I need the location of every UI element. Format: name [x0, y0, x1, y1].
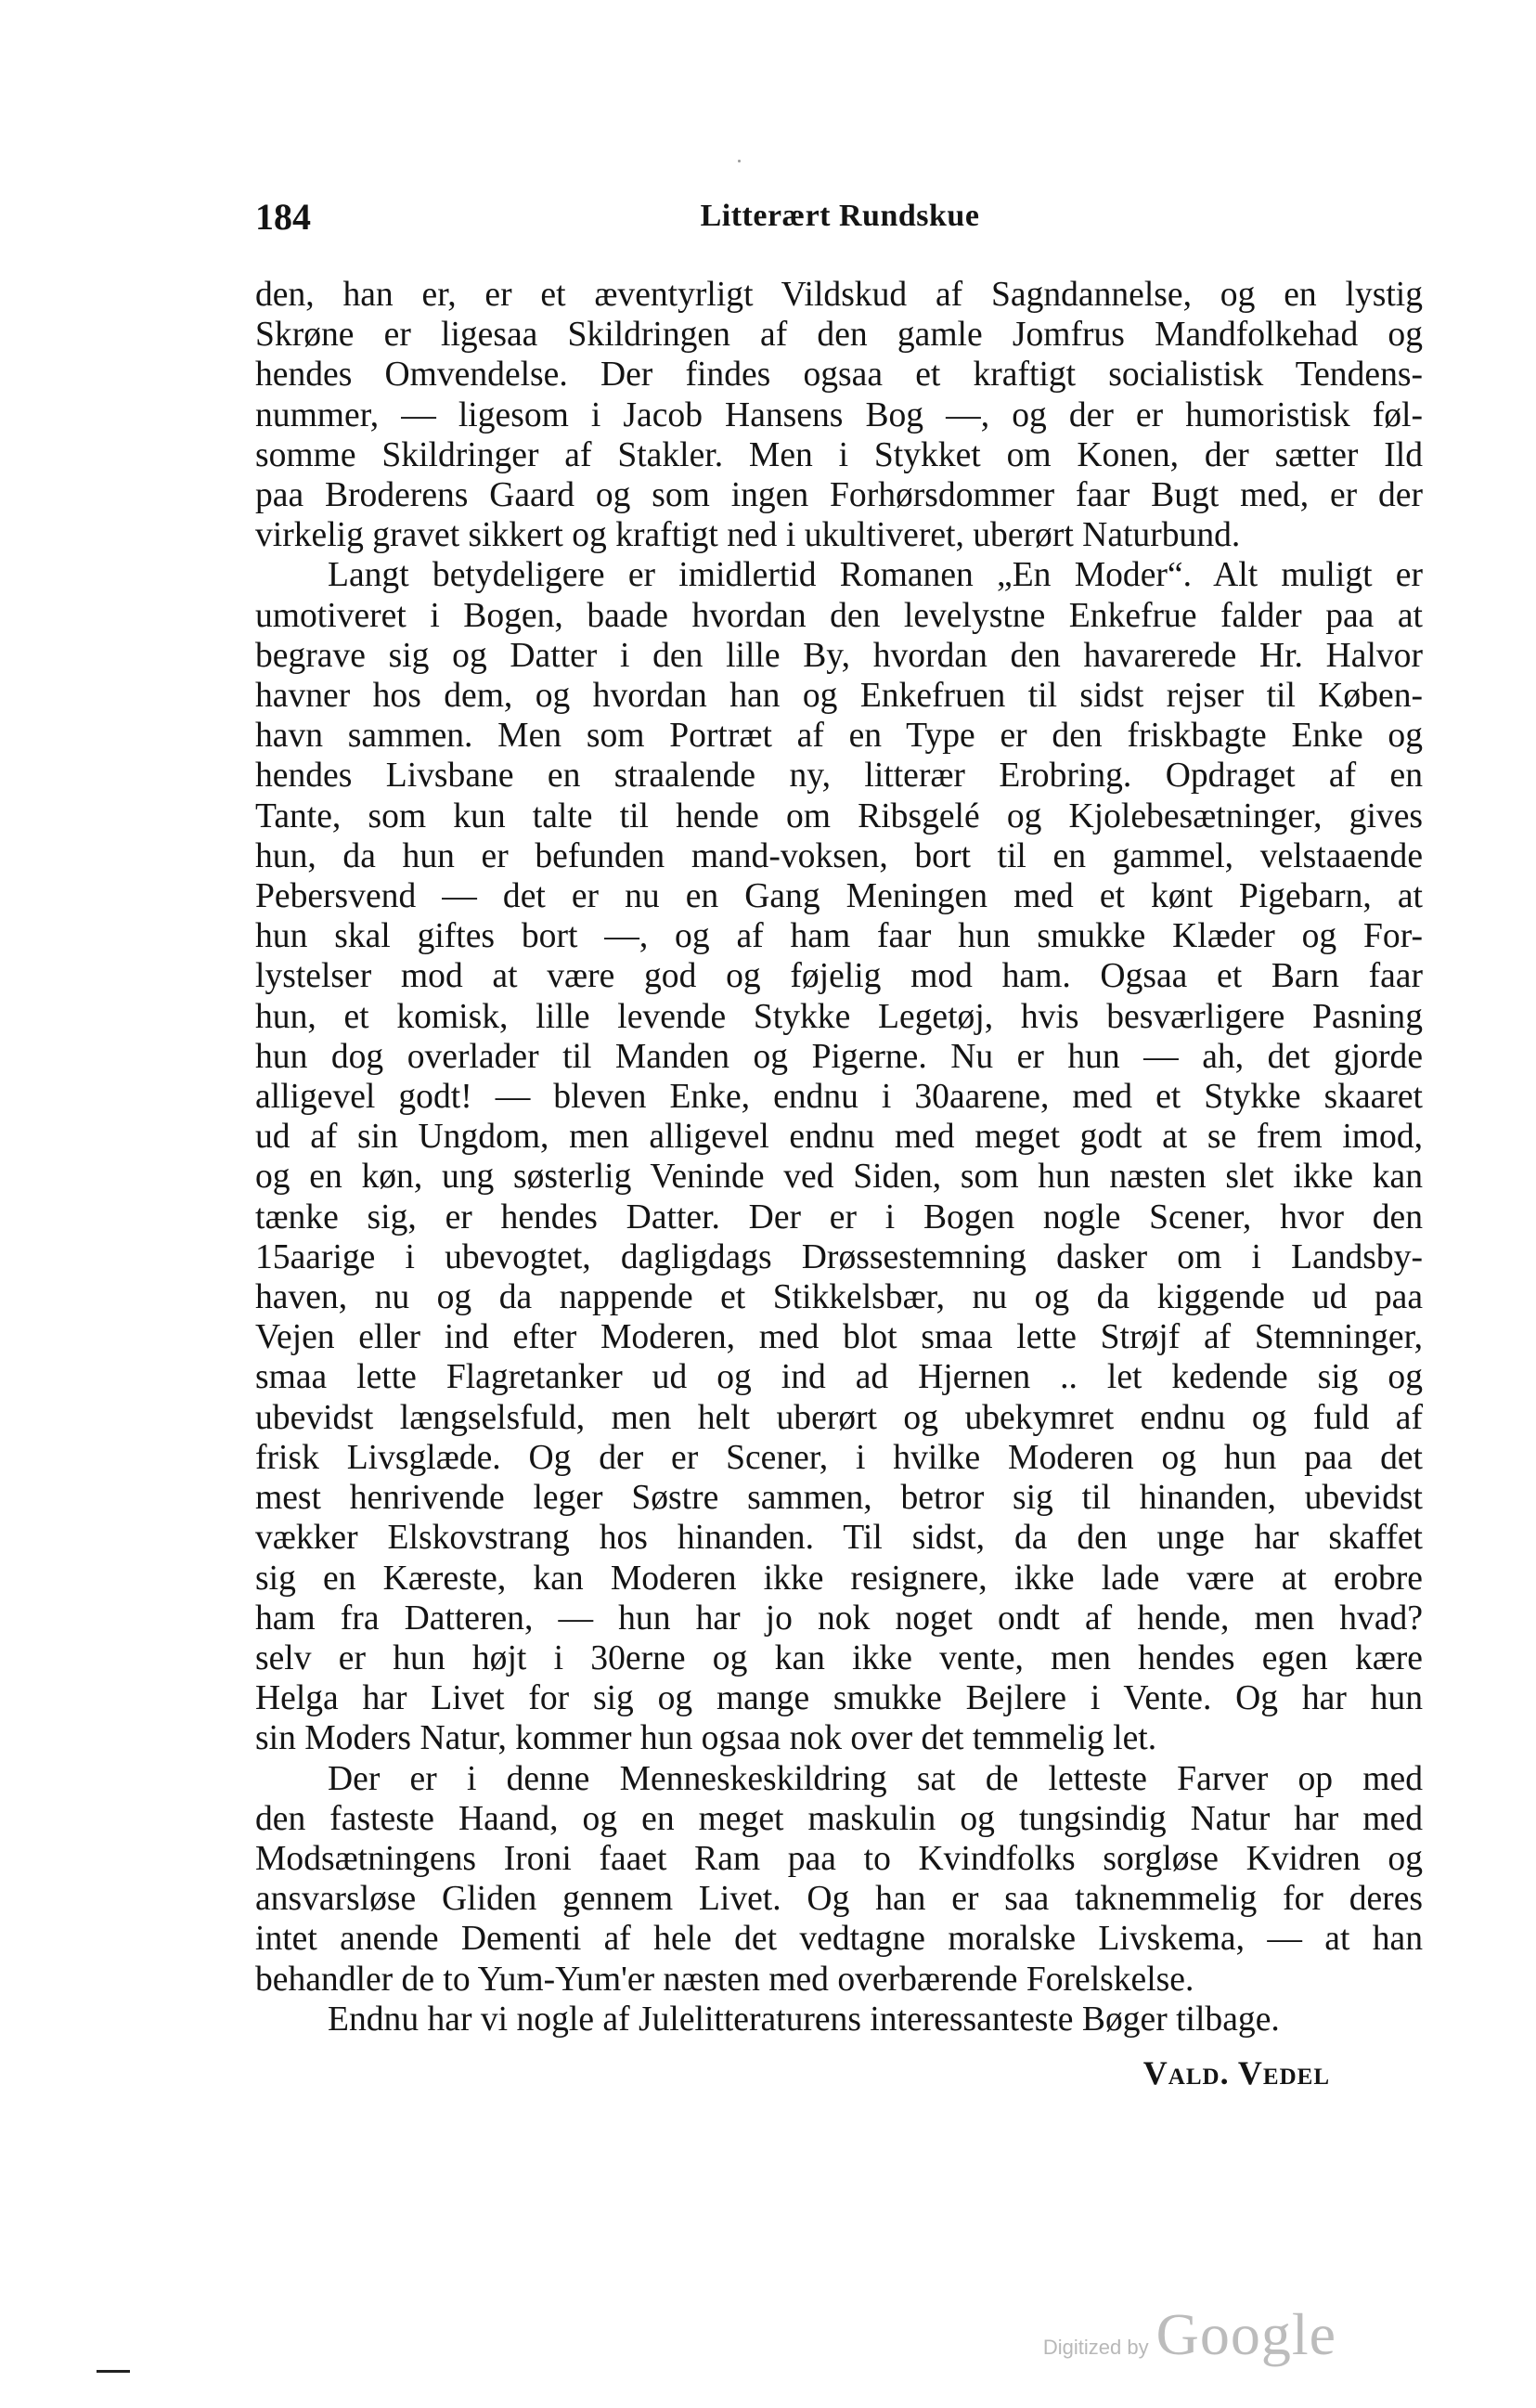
text-line: frisk Livsglæde. Og der er Scener, i hvilke Moderen og hun paa det: [255, 1438, 1423, 1477]
text-line: 15aarige i ubevogtet, dagligdags Drøssestemning dasker om i Landsby-: [255, 1237, 1423, 1276]
text-line: Pebersvend — det er nu en Gang Meningen med et kønt Pigebarn, at: [255, 877, 1423, 916]
text-line: sin Moders Natur, kommer hun ogsaa nok over det temmelig let.: [255, 1719, 1157, 1758]
text-line: intet anende Dementi af hele det vedtagne moralske Livskema, — at han: [255, 1920, 1423, 1959]
text-line: begrave sig og Datter i den lille By, hvordan den havarerede Hr. Halvor: [255, 636, 1423, 675]
text-line: ud af sin Ungdom, men alligevel endnu med meget godt at se frem imod,: [255, 1118, 1423, 1157]
text-line: Tante, som kun talte til hende om Ribsgelé og Kjolebesætninger, gives: [255, 796, 1423, 835]
text-line: ansvarsløse Gliden gennem Livet. Og han er saa taknemmelig for deres: [255, 1880, 1423, 1919]
margin-mark: [97, 2370, 130, 2373]
text-line: hun dog overlader til Manden og Pigerne. Nu er hun — ah, det gjorde: [255, 1037, 1423, 1076]
page-number: 184: [255, 196, 311, 238]
text-line: Skrøne er ligesaa Skildringen af den gamle Jomfrus Mandfolkehad og: [255, 316, 1423, 355]
body-text: [255, 275, 1423, 2039]
watermark-brand: Google: [1155, 2301, 1336, 2367]
text-line: lystelser mod at være god og føjelig mod ham. Ogsaa et Barn faar: [255, 957, 1423, 996]
text-line: hun, et komisk, lille levende Stykke Legetøj, hvis besværligere Pasning: [255, 997, 1423, 1036]
text-line: paa Broderens Gaard og som ingen Forhørsdommer faar Bugt med, er der: [255, 476, 1423, 515]
text-line: havner hos dem, og hvordan han og Enkefruen til sidst rejser til Køben-: [255, 677, 1423, 716]
text-line: sig en Kæreste, kan Moderen ikke resignere, ikke lade være at erobre: [255, 1559, 1423, 1598]
text-line: den fasteste Haand, og en meget maskulin og tungsindig Natur har med: [255, 1799, 1423, 1838]
text-line: somme Skildringer af Stakler. Men i Stykket om Konen, der sætter Ild: [255, 435, 1423, 474]
text-line: hun, da hun er befunden mand-voksen, bort til en gammel, velstaaende: [255, 836, 1423, 875]
text-line: ham fra Datteren, — hun har jo nok noget ondt af hende, men hvad?: [255, 1599, 1423, 1638]
text-line: vækker Elskovstrang hos hinanden. Til sidst, da den unge har skaffet: [255, 1519, 1423, 1558]
text-line: Der er i denne Menneskeskildring sat de letteste Farver op med: [328, 1759, 1423, 1798]
print-speck: [738, 160, 741, 162]
text-line: Modsætningens Ironi faaet Ram paa to Kvindfolks sorgløse Kvidren og: [255, 1839, 1423, 1878]
text-line: hendes Livsbane en straalende ny, litterær Erobring. Opdraget af en: [255, 757, 1423, 796]
text-line: haven, nu og da nappende et Stikkelsbær, nu og da kiggende ud paa: [255, 1278, 1423, 1317]
text-line: nummer, — ligesom i Jacob Hansens Bog —, og der er humoristisk føl-: [255, 395, 1423, 434]
text-line: hendes Omvendelse. Der findes ogsaa et kraftigt socialistisk Tendens-: [255, 356, 1423, 395]
text-line: Vejen eller ind efter Moderen, med blot smaa lette Strøjf af Stemninger,: [255, 1318, 1423, 1357]
text-line: Helga har Livet for sig og mange smukke Bejlere i Vente. Og har hun: [255, 1679, 1423, 1718]
text-line: virkelig gravet sikkert og kraftigt ned i ukultiveret, uberørt Naturbund.: [255, 516, 1241, 555]
text-line: behandler de to Yum-Yum'er næsten med overbærende Forelskelse.: [255, 1960, 1194, 1999]
running-title: Litterært Rundskue: [700, 199, 980, 233]
text-line: alligevel godt! — bleven Enke, endnu i 30aarene, med et Stykke skaaret: [255, 1078, 1423, 1117]
text-line: umotiveret i Bogen, baade hvordan den levelystne Enkefrue falder paa at: [255, 596, 1423, 635]
text-line: selv er hun højt i 30erne og kan ikke vente, men hendes egen kære: [255, 1638, 1423, 1677]
watermark-prefix: Digitized by: [1042, 2336, 1149, 2359]
text-line: havn sammen. Men som Portræt af en Type er den friskbagte Enke og: [255, 717, 1423, 756]
page-header: [255, 195, 1425, 241]
text-line: tænke sig, er hendes Datter. Der er i Bogen nogle Scener, hvor den: [255, 1198, 1423, 1236]
text-line: den, han er, er et æventyrligt Vildskud af Sagndannelse, og en lystig: [255, 276, 1423, 314]
text-line: ubevidst længselsfuld, men helt uberørt og ubekymret endnu og fuld af: [255, 1398, 1423, 1437]
text-line: smaa lette Flagretanker ud og ind ad Hjernen .. let kedende sig og: [255, 1358, 1423, 1397]
text-line: Langt betydeligere er imidlertid Romanen „En Moder“. Alt muligt er: [328, 556, 1423, 595]
text-line: hun skal giftes bort —, og af ham faar hun smukke Klæder og For-: [255, 917, 1423, 956]
text-line: og en køn, ung søsterlig Veninde ved Siden, som hun næsten slet ikke kan: [255, 1158, 1423, 1197]
text-line: mest henrivende leger Søstre sammen, betror sig til hinanden, ubevidst: [255, 1479, 1423, 1518]
author-signature: Vald. Vedel: [1142, 2054, 1330, 2091]
text-line: Endnu har vi nogle af Julelitteraturens interessanteste Bøger tilbage.: [328, 2000, 1280, 2039]
digitization-watermark: [1043, 2300, 1336, 2369]
